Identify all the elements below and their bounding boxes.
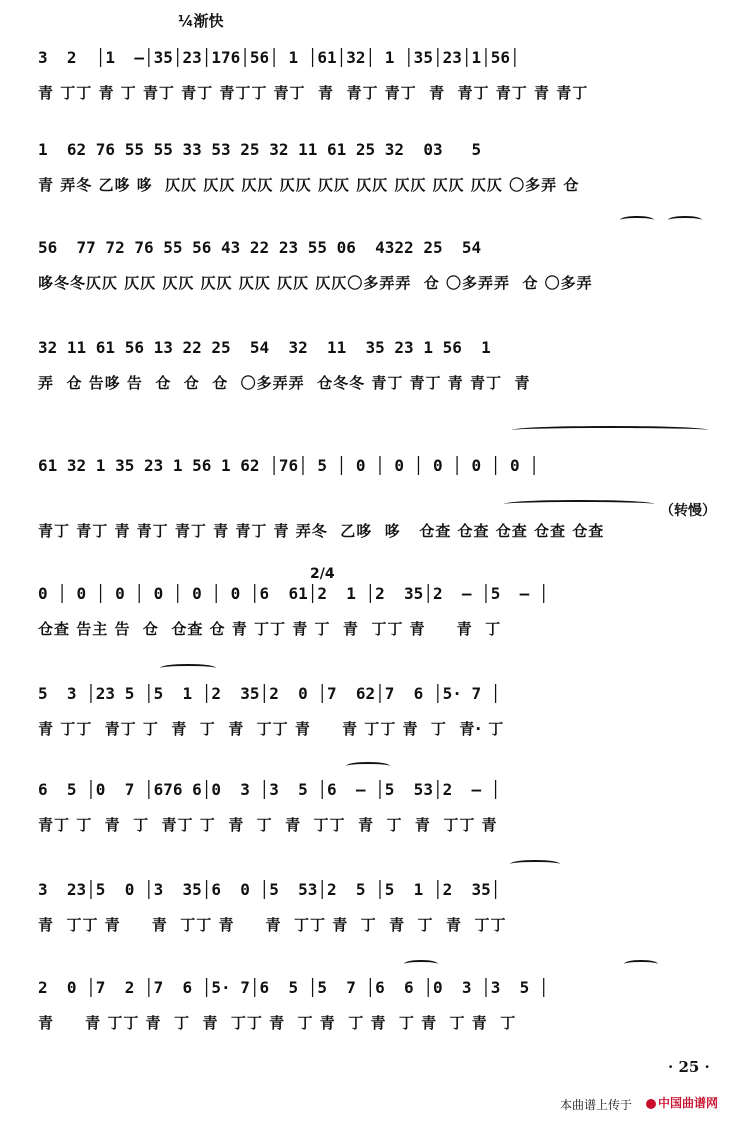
score-system-8 (0, 780, 750, 860)
slur-mark (620, 216, 654, 224)
slur-mark (668, 216, 702, 224)
percussion-syllable-line: 青 青 丁丁 青 丁 青 丁丁 青 丁 青 丁 青 丁 青 丁 青 丁 (38, 1014, 517, 1032)
score-system-4 (0, 338, 750, 418)
percussion-syllable-line: 弄 仓 告哆 告 仓 仓 仓 〇多弄弄 仓冬冬 青丁 青丁 青 青丁 青 (38, 374, 531, 392)
slur-mark (404, 960, 438, 968)
notation-line: 56 77 72 76 55 56 43 22 23 55 06 4322 25 54 (38, 238, 482, 257)
score-system-7 (0, 684, 750, 764)
percussion-syllable-line: 青丁 青丁 青 青丁 青丁 青 青丁 青 弄冬 乙哆 哆 仓查 仓查 仓查 仓查 仓查 (38, 522, 605, 540)
tempo-marking: ¼渐快 (178, 12, 224, 30)
score-system-9 (0, 880, 750, 960)
notation-line: 5 3 │23 5 │5 1 │2 35│2 0 │7 62│7 6 │5· 7 │ (38, 684, 501, 703)
notation-line: 6 5 │0 7 │676 6│0 3 │3 5 │6 — │5 53│2 — │ (38, 780, 501, 799)
score-system-5 (0, 456, 750, 540)
site-logo-icon (646, 1099, 656, 1109)
slur-mark (160, 664, 216, 672)
percussion-syllable-line: 青 丁丁 青丁 丁 青 丁 青 丁丁 青 青 丁丁 青 丁 青· 丁 (38, 720, 505, 738)
time-signature: 2/4 (310, 566, 335, 582)
percussion-syllable-line: 仓查 告主 告 仓 仓查 仓 青 丁丁 青 丁 青 丁丁 青 青 丁 (38, 620, 502, 638)
page-number: · 25 · (668, 1058, 710, 1076)
score-system-10 (0, 978, 750, 1058)
percussion-syllable-line: 青丁 丁 青 丁 青丁 丁 青 丁 青 丁丁 青 丁 青 丁丁 青 (38, 816, 498, 834)
slur-mark (510, 860, 560, 868)
footer-upload-text: 本曲谱上传于 (560, 1098, 633, 1112)
score-system-6 (0, 584, 750, 664)
notation-line: 2 0 │7 2 │7 6 │5· 7│6 5 │5 7 │6 6 │0 3 │3 5 │ (38, 978, 549, 997)
tie-mark (504, 500, 654, 508)
notation-line: 3 23│5 0 │3 35│6 0 │5 53│2 5 │5 1 │2 35│ (38, 880, 501, 899)
notation-line: 3 2 │1 —│35│23│176│56│ 1 │61│32│ 1 │35│23│1│56│ (38, 48, 520, 67)
score-system-2 (0, 140, 750, 220)
notation-line: 1 62 76 55 55 33 53 25 32 11 61 25 32 03 5 (38, 140, 482, 159)
percussion-syllable-line: 青 丁丁 青 青 丁丁 青 青 丁丁 青 丁 青 丁 青 丁丁 (38, 916, 507, 934)
slur-mark (346, 762, 390, 770)
score-system-3 (0, 238, 750, 318)
tempo-change-marker: （转慢） (660, 503, 716, 519)
tie-mark (512, 426, 708, 434)
notation-line: 61 32 1 35 23 1 56 1 62 │76│ 5 │ 0 │ 0 │ 0 │ 0 │ 0 │ (38, 456, 539, 475)
notation-line: 0 │ 0 │ 0 │ 0 │ 0 │ 0 │6 61│2 1 │2 35│2 — │5 — │ (38, 584, 549, 603)
footer-site-link[interactable] (646, 1094, 718, 1111)
score-system-1 (0, 48, 750, 128)
notation-line: 32 11 61 56 13 22 25 54 32 11 35 23 1 56 1 (38, 338, 491, 357)
slur-mark (624, 960, 658, 968)
footer-site-name: 中国曲谱网 (658, 1096, 719, 1110)
percussion-syllable-line: 哆冬冬仄仄 仄仄 仄仄 仄仄 仄仄 仄仄 仄仄〇多弄弄 仓 〇多弄弄 仓 〇多弄 (38, 274, 593, 292)
percussion-syllable-line: 青 丁丁 青 丁 青丁 青丁 青丁丁 青丁 青 青丁 青丁 青 青丁 青丁 青 青丁 (38, 84, 589, 102)
percussion-syllable-line: 青 弄冬 乙哆 哆 仄仄 仄仄 仄仄 仄仄 仄仄 仄仄 仄仄 仄仄 仄仄 〇多弄 仓 (38, 176, 580, 194)
